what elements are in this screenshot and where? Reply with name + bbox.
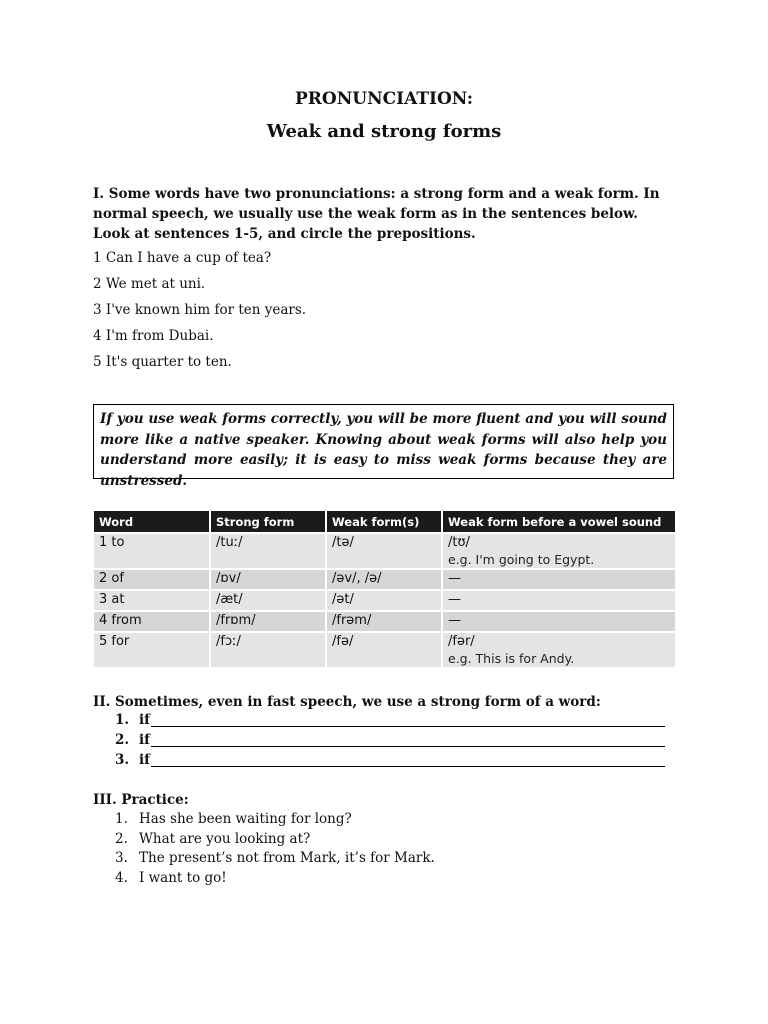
answer-line[interactable] xyxy=(151,726,665,727)
item-text: I want to go! xyxy=(139,870,227,887)
item-number: 2. xyxy=(115,830,128,847)
example-sentence: e.g. This is for Andy. xyxy=(448,651,575,666)
word-cell: 2 of xyxy=(94,569,210,590)
sentence-item: 1 Can I have a cup of tea? xyxy=(93,250,272,266)
table-row xyxy=(94,611,676,632)
column-header-strong-form: Strong form xyxy=(210,511,326,533)
column-header-weak-before-vowel: Weak form before a vowel sound xyxy=(442,511,676,533)
table-row xyxy=(94,533,676,569)
example-sentence: e.g. I'm going to Egypt. xyxy=(448,552,595,567)
item-text: What are you looking at? xyxy=(139,830,311,847)
item-number: 3. xyxy=(115,850,128,867)
word-cell: 1 to xyxy=(94,533,210,569)
section-2-heading: II. Sometimes, even in fast speech, we use a strong form of a word: xyxy=(93,694,601,710)
word-cell: 4 from xyxy=(94,611,210,632)
vowel-form-value: /fər/ xyxy=(448,634,475,649)
item-text: Has she been waiting for long? xyxy=(139,811,352,827)
fill-in-lines xyxy=(115,712,665,772)
vowel-form-cell: — xyxy=(442,611,676,632)
word-cell: 5 for xyxy=(94,632,210,667)
section-1-heading: I. Some words have two pronunciations: a strong form and a weak form. In normal speech, we usually use the weak form as in the sentences below. Look at sentences 1-5, and circle the prepositions. xyxy=(93,186,660,242)
weak-form-cell: /fə/ xyxy=(326,632,442,667)
answer-line[interactable] xyxy=(151,766,665,767)
vowel-form-cell xyxy=(442,632,676,667)
item-label: if xyxy=(139,752,150,768)
table-row xyxy=(94,590,676,611)
fill-in-line[interactable] xyxy=(115,752,665,772)
item-number: 4. xyxy=(115,870,128,887)
sentence-item: 2 We met at uni. xyxy=(93,276,206,292)
item-label: if xyxy=(139,712,150,728)
word-cell: 3 at xyxy=(94,590,210,611)
page-title: PRONUNCIATION: xyxy=(295,89,473,109)
vowel-form-cell: — xyxy=(442,569,676,590)
vowel-form-cell xyxy=(442,533,676,569)
column-header-word: Word xyxy=(94,511,210,533)
fill-in-line[interactable] xyxy=(115,712,665,732)
weak-forms-note-box: If you use weak forms correctly, you will be more fluent and you will sound more like a native speaker. Knowing about weak forms will also help you understand more easily; it is easy to miss weak forms because they are unstressed. xyxy=(93,404,674,479)
item-number: 3. xyxy=(115,752,130,768)
column-header-weak-forms: Weak form(s) xyxy=(326,511,442,533)
strong-form-cell: /tuː/ xyxy=(210,533,326,569)
section-3-heading: III. Practice: xyxy=(93,792,189,808)
weak-form-cell: /əv/, /ə/ xyxy=(326,569,442,590)
table-row xyxy=(94,569,676,590)
page-subtitle: Weak and strong forms xyxy=(266,121,502,142)
strong-form-cell: /æt/ xyxy=(210,590,326,611)
sentence-item: 3 I've known him for ten years. xyxy=(93,302,307,318)
item-number: 2. xyxy=(115,732,130,748)
table-row xyxy=(94,632,676,667)
fill-in-line[interactable] xyxy=(115,732,665,752)
item-label: if xyxy=(139,732,150,748)
weak-form-cell: /tə/ xyxy=(326,533,442,569)
sentence-item: 4 I'm from Dubai. xyxy=(93,328,214,344)
sentence-item: 5 It's quarter to ten. xyxy=(93,354,232,370)
weak-form-cell: /frəm/ xyxy=(326,611,442,632)
item-text: The present’s not from Mark, it’s for Mark. xyxy=(139,850,435,867)
table-header-row xyxy=(94,511,676,533)
strong-form-cell: /frɒm/ xyxy=(210,611,326,632)
weak-strong-forms-table xyxy=(94,511,677,667)
vowel-form-value: /tʊ/ xyxy=(448,535,470,550)
item-number: 1. xyxy=(115,712,130,728)
strong-form-cell: /fɔː/ xyxy=(210,632,326,667)
answer-line[interactable] xyxy=(151,746,665,747)
item-number: 1. xyxy=(115,811,128,827)
strong-form-cell: /ɒv/ xyxy=(210,569,326,590)
weak-form-cell: /ət/ xyxy=(326,590,442,611)
vowel-form-cell: — xyxy=(442,590,676,611)
